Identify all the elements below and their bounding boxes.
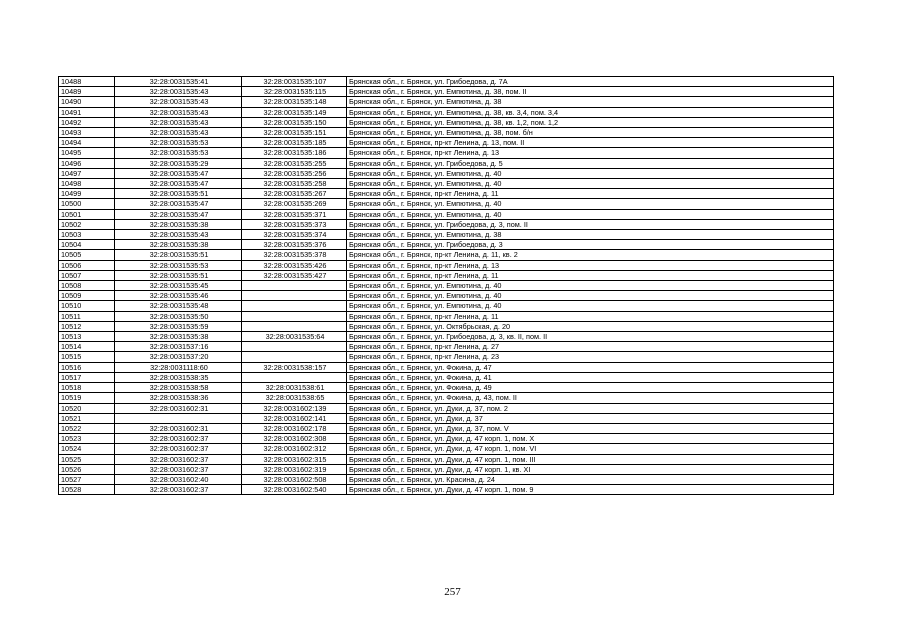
cadastral-number-cell: 32:28:0031535:53: [115, 148, 242, 158]
row-number-cell: 10520: [59, 403, 115, 413]
object-cadastral-number-cell: [242, 342, 347, 352]
address-cell: Брянская обл., г. Брянск, ул. Дуки, д. 37, пом. 2: [347, 403, 834, 413]
cadastral-number-cell: 32:28:0031602:31: [115, 403, 242, 413]
registry-table-body: [59, 77, 834, 495]
row-number-cell: 10506: [59, 260, 115, 270]
address-cell: Брянская обл., г. Брянск, пр-кт Ленина, д. 11: [347, 189, 834, 199]
row-number-cell: 10503: [59, 230, 115, 240]
address-cell: Брянская обл., г. Брянск, ул. Грибоедова, д. 3: [347, 240, 834, 250]
cadastral-number-cell: 32:28:0031535:46: [115, 291, 242, 301]
cadastral-number-cell: 32:28:0031535:38: [115, 332, 242, 342]
address-cell: Брянская обл., г. Брянск, ул. Красина, д. 24: [347, 474, 834, 484]
table-row: [59, 403, 834, 413]
row-number-cell: 10492: [59, 117, 115, 127]
row-number-cell: 10489: [59, 87, 115, 97]
table-row: [59, 393, 834, 403]
object-cadastral-number-cell: 32:28:0031535:371: [242, 209, 347, 219]
table-row: [59, 383, 834, 393]
object-cadastral-number-cell: 32:28:0031535:267: [242, 189, 347, 199]
object-cadastral-number-cell: 32:28:0031602:312: [242, 444, 347, 454]
row-number-cell: 10500: [59, 199, 115, 209]
cadastral-number-cell: 32:28:0031535:51: [115, 250, 242, 260]
address-cell: Брянская обл., г. Брянск, ул. Дуки, д. 47 корп. 1, пом. III: [347, 454, 834, 464]
table-row: [59, 372, 834, 382]
row-number-cell: 10517: [59, 372, 115, 382]
cadastral-number-cell: 32:28:0031535:53: [115, 138, 242, 148]
object-cadastral-number-cell: 32:28:0031535:150: [242, 117, 347, 127]
object-cadastral-number-cell: 32:28:0031538:157: [242, 362, 347, 372]
table-row: [59, 281, 834, 291]
address-cell: Брянская обл., г. Брянск, пр-кт Ленина, д. 13: [347, 260, 834, 270]
address-cell: Брянская обл., г. Брянск, ул. Емпютина, д. 40: [347, 301, 834, 311]
page-number: 257: [444, 586, 461, 598]
address-cell: Брянская обл., г. Брянск, ул. Емпютина, д. 38, кв. 1,2, пом. 1,2: [347, 117, 834, 127]
row-number-cell: 10509: [59, 291, 115, 301]
object-cadastral-number-cell: 32:28:0031535:374: [242, 230, 347, 240]
row-number-cell: 10491: [59, 107, 115, 117]
address-cell: Брянская обл., г. Брянск, ул. Емпютина, д. 40: [347, 291, 834, 301]
cadastral-number-cell: 32:28:0031535:41: [115, 77, 242, 87]
cadastral-number-cell: 32:28:0031535:47: [115, 179, 242, 189]
table-row: [59, 107, 834, 117]
table-row: [59, 77, 834, 87]
row-number-cell: 10494: [59, 138, 115, 148]
address-cell: Брянская обл., г. Брянск, пр-кт Ленина, д. 23: [347, 352, 834, 362]
row-number-cell: 10519: [59, 393, 115, 403]
table-row: [59, 444, 834, 454]
table-row: [59, 423, 834, 433]
cadastral-number-cell: 32:28:0031535:43: [115, 87, 242, 97]
row-number-cell: 10501: [59, 209, 115, 219]
object-cadastral-number-cell: [242, 321, 347, 331]
table-row: [59, 148, 834, 158]
table-row: [59, 321, 834, 331]
object-cadastral-number-cell: 32:28:0031535:269: [242, 199, 347, 209]
address-cell: Брянская обл., г. Брянск, ул. Емпютина, д. 40: [347, 168, 834, 178]
row-number-cell: 10488: [59, 77, 115, 87]
cadastral-number-cell: 32:28:0031602:40: [115, 474, 242, 484]
table-row: [59, 117, 834, 127]
object-cadastral-number-cell: 32:28:0031602:319: [242, 464, 347, 474]
registry-table: [58, 76, 834, 495]
cadastral-number-cell: 32:28:0031538:36: [115, 393, 242, 403]
row-number-cell: 10498: [59, 179, 115, 189]
row-number-cell: 10502: [59, 219, 115, 229]
table-row: [59, 485, 834, 495]
object-cadastral-number-cell: 32:28:0031602:178: [242, 423, 347, 433]
row-number-cell: 10510: [59, 301, 115, 311]
table-row: [59, 434, 834, 444]
table-row: [59, 454, 834, 464]
cadastral-number-cell: 32:28:0031535:47: [115, 199, 242, 209]
object-cadastral-number-cell: 32:28:0031602:315: [242, 454, 347, 464]
table-row: [59, 209, 834, 219]
row-number-cell: 10507: [59, 270, 115, 280]
cadastral-number-cell: 32:28:0031535:51: [115, 189, 242, 199]
address-cell: Брянская обл., г. Брянск, пр-кт Ленина, д. 11, кв. 2: [347, 250, 834, 260]
table-row: [59, 179, 834, 189]
object-cadastral-number-cell: [242, 372, 347, 382]
address-cell: Брянская обл., г. Брянск, ул. Грибоедова, д. 3, кв. II, пом. II: [347, 332, 834, 342]
table-row: [59, 352, 834, 362]
object-cadastral-number-cell: 32:28:0031602:540: [242, 485, 347, 495]
object-cadastral-number-cell: [242, 311, 347, 321]
address-cell: Брянская обл., г. Брянск, пр-кт Ленина, д. 11: [347, 311, 834, 321]
cadastral-number-cell: 32:28:0031535:43: [115, 230, 242, 240]
object-cadastral-number-cell: 32:28:0031602:308: [242, 434, 347, 444]
table-row: [59, 270, 834, 280]
row-number-cell: 10499: [59, 189, 115, 199]
address-cell: Брянская обл., г. Брянск, пр-кт Ленина, д. 13, пом. II: [347, 138, 834, 148]
table-row: [59, 332, 834, 342]
address-cell: Брянская обл., г. Брянск, ул. Дуки, д. 47 корп. 1, пом. 9: [347, 485, 834, 495]
address-cell: Брянская обл., г. Брянск, ул. Емпютина, д. 40: [347, 179, 834, 189]
table-row: [59, 342, 834, 352]
address-cell: Брянская обл., г. Брянск, ул. Емпютина, д. 38, пом. б/н: [347, 128, 834, 138]
address-cell: Брянская обл., г. Брянск, ул. Фокина, д. 41: [347, 372, 834, 382]
address-cell: Брянская обл., г. Брянск, пр-кт Ленина, д. 11: [347, 270, 834, 280]
cadastral-number-cell: 32:28:0031535:47: [115, 209, 242, 219]
object-cadastral-number-cell: 32:28:0031535:426: [242, 260, 347, 270]
cadastral-number-cell: 32:28:0031538:35: [115, 372, 242, 382]
row-number-cell: 10526: [59, 464, 115, 474]
row-number-cell: 10527: [59, 474, 115, 484]
object-cadastral-number-cell: 32:28:0031535:373: [242, 219, 347, 229]
row-number-cell: 10490: [59, 97, 115, 107]
cadastral-number-cell: 32:28:0031602:31: [115, 423, 242, 433]
row-number-cell: 10518: [59, 383, 115, 393]
row-number-cell: 10513: [59, 332, 115, 342]
address-cell: Брянская обл., г. Брянск, ул. Емпютина, д. 38: [347, 97, 834, 107]
address-cell: Брянская обл., г. Брянск, пр-кт Ленина, д. 27: [347, 342, 834, 352]
cadastral-number-cell: 32:28:0031602:37: [115, 434, 242, 444]
object-cadastral-number-cell: 32:28:0031535:107: [242, 77, 347, 87]
cadastral-number-cell: 32:28:0031118:60: [115, 362, 242, 372]
cadastral-number-cell: 32:28:0031602:37: [115, 464, 242, 474]
table-row: [59, 260, 834, 270]
row-number-cell: 10515: [59, 352, 115, 362]
address-cell: Брянская обл., г. Брянск, ул. Фокина, д. 49: [347, 383, 834, 393]
table-row: [59, 158, 834, 168]
address-cell: Брянская обл., г. Брянск, ул. Дуки, д. 47 корп. 1, пом. X: [347, 434, 834, 444]
address-cell: Брянская обл., г. Брянск, ул. Фокина, д. 47: [347, 362, 834, 372]
table-row: [59, 464, 834, 474]
table-row: [59, 230, 834, 240]
object-cadastral-number-cell: 32:28:0031535:185: [242, 138, 347, 148]
table-row: [59, 413, 834, 423]
address-cell: Брянская обл., г. Брянск, ул. Емпютина, д. 38, пом. II: [347, 87, 834, 97]
object-cadastral-number-cell: 32:28:0031602:139: [242, 403, 347, 413]
object-cadastral-number-cell: 32:28:0031535:64: [242, 332, 347, 342]
table-row: [59, 311, 834, 321]
address-cell: Брянская обл., г. Брянск, ул. Емпютина, д. 40: [347, 209, 834, 219]
row-number-cell: 10508: [59, 281, 115, 291]
cadastral-number-cell: 32:28:0031535:43: [115, 107, 242, 117]
object-cadastral-number-cell: 32:28:0031602:508: [242, 474, 347, 484]
cadastral-number-cell: 32:28:0031535:43: [115, 97, 242, 107]
cadastral-number-cell: 32:28:0031535:38: [115, 240, 242, 250]
cadastral-number-cell: [115, 413, 242, 423]
cadastral-number-cell: 32:28:0031537:20: [115, 352, 242, 362]
table-row: [59, 474, 834, 484]
address-cell: Брянская обл., г. Брянск, ул. Октябрьская, д. 20: [347, 321, 834, 331]
address-cell: Брянская обл., г. Брянск, ул. Дуки, д. 37: [347, 413, 834, 423]
table-row: [59, 301, 834, 311]
object-cadastral-number-cell: 32:28:0031535:256: [242, 168, 347, 178]
address-cell: Брянская обл., г. Брянск, ул. Дуки, д. 47 корп. 1, пом. VI: [347, 444, 834, 454]
address-cell: Брянская обл., г. Брянск, ул. Грибоедова, д. 7А: [347, 77, 834, 87]
cadastral-number-cell: 32:28:0031535:45: [115, 281, 242, 291]
cadastral-number-cell: 32:28:0031535:38: [115, 219, 242, 229]
row-number-cell: 10525: [59, 454, 115, 464]
object-cadastral-number-cell: [242, 301, 347, 311]
table-row: [59, 240, 834, 250]
address-cell: Брянская обл., г. Брянск, ул. Емпютина, д. 40: [347, 199, 834, 209]
row-number-cell: 10512: [59, 321, 115, 331]
object-cadastral-number-cell: 32:28:0031535:186: [242, 148, 347, 158]
address-cell: Брянская обл., г. Брянск, ул. Дуки, д. 47 корп. 1, кв. XI: [347, 464, 834, 474]
object-cadastral-number-cell: 32:28:0031538:61: [242, 383, 347, 393]
cadastral-number-cell: 32:28:0031535:53: [115, 260, 242, 270]
table-row: [59, 291, 834, 301]
table-row: [59, 189, 834, 199]
object-cadastral-number-cell: [242, 352, 347, 362]
row-number-cell: 10516: [59, 362, 115, 372]
cadastral-number-cell: 32:28:0031602:37: [115, 444, 242, 454]
table-row: [59, 250, 834, 260]
cadastral-number-cell: 32:28:0031535:50: [115, 311, 242, 321]
object-cadastral-number-cell: 32:28:0031535:258: [242, 179, 347, 189]
row-number-cell: 10497: [59, 168, 115, 178]
address-cell: Брянская обл., г. Брянск, ул. Емпютина, д. 40: [347, 281, 834, 291]
table-row: [59, 97, 834, 107]
object-cadastral-number-cell: 32:28:0031535:149: [242, 107, 347, 117]
row-number-cell: 10522: [59, 423, 115, 433]
address-cell: Брянская обл., г. Брянск, ул. Емпютина, д. 38: [347, 230, 834, 240]
row-number-cell: 10493: [59, 128, 115, 138]
row-number-cell: 10528: [59, 485, 115, 495]
row-number-cell: 10514: [59, 342, 115, 352]
row-number-cell: 10496: [59, 158, 115, 168]
object-cadastral-number-cell: 32:28:0031538:65: [242, 393, 347, 403]
object-cadastral-number-cell: 32:28:0031535:255: [242, 158, 347, 168]
address-cell: Брянская обл., г. Брянск, пр-кт Ленина, д. 13: [347, 148, 834, 158]
row-number-cell: 10504: [59, 240, 115, 250]
object-cadastral-number-cell: [242, 281, 347, 291]
table-row: [59, 219, 834, 229]
cadastral-number-cell: 32:28:0031537:16: [115, 342, 242, 352]
cadastral-number-cell: 32:28:0031535:43: [115, 128, 242, 138]
table-row: [59, 138, 834, 148]
object-cadastral-number-cell: 32:28:0031535:378: [242, 250, 347, 260]
cadastral-number-cell: 32:28:0031602:37: [115, 485, 242, 495]
table-row: [59, 87, 834, 97]
address-cell: Брянская обл., г. Брянск, ул. Грибоедова, д. 3, пом. II: [347, 219, 834, 229]
address-cell: Брянская обл., г. Брянск, ул. Фокина, д. 43, пом. II: [347, 393, 834, 403]
row-number-cell: 10511: [59, 311, 115, 321]
cadastral-number-cell: 32:28:0031538:58: [115, 383, 242, 393]
table-row: [59, 199, 834, 209]
row-number-cell: 10524: [59, 444, 115, 454]
row-number-cell: 10505: [59, 250, 115, 260]
address-cell: Брянская обл., г. Брянск, ул. Емпютина, д. 38, кв. 3,4, пом. 3,4: [347, 107, 834, 117]
cadastral-number-cell: 32:28:0031602:37: [115, 454, 242, 464]
object-cadastral-number-cell: 32:28:0031602:141: [242, 413, 347, 423]
row-number-cell: 10521: [59, 413, 115, 423]
cadastral-number-cell: 32:28:0031535:29: [115, 158, 242, 168]
cadastral-number-cell: 32:28:0031535:43: [115, 117, 242, 127]
address-cell: Брянская обл., г. Брянск, ул. Грибоедова, д. 5: [347, 158, 834, 168]
cadastral-number-cell: 32:28:0031535:59: [115, 321, 242, 331]
table-row: [59, 128, 834, 138]
object-cadastral-number-cell: 32:28:0031535:151: [242, 128, 347, 138]
object-cadastral-number-cell: 32:28:0031535:427: [242, 270, 347, 280]
object-cadastral-number-cell: [242, 291, 347, 301]
cadastral-number-cell: 32:28:0031535:48: [115, 301, 242, 311]
table-row: [59, 362, 834, 372]
row-number-cell: 10523: [59, 434, 115, 444]
row-number-cell: 10495: [59, 148, 115, 158]
object-cadastral-number-cell: 32:28:0031535:148: [242, 97, 347, 107]
object-cadastral-number-cell: 32:28:0031535:376: [242, 240, 347, 250]
address-cell: Брянская обл., г. Брянск, ул. Дуки, д. 37, пом. V: [347, 423, 834, 433]
cadastral-number-cell: 32:28:0031535:51: [115, 270, 242, 280]
object-cadastral-number-cell: 32:28:0031535:115: [242, 87, 347, 97]
table-row: [59, 168, 834, 178]
cadastral-number-cell: 32:28:0031535:47: [115, 168, 242, 178]
